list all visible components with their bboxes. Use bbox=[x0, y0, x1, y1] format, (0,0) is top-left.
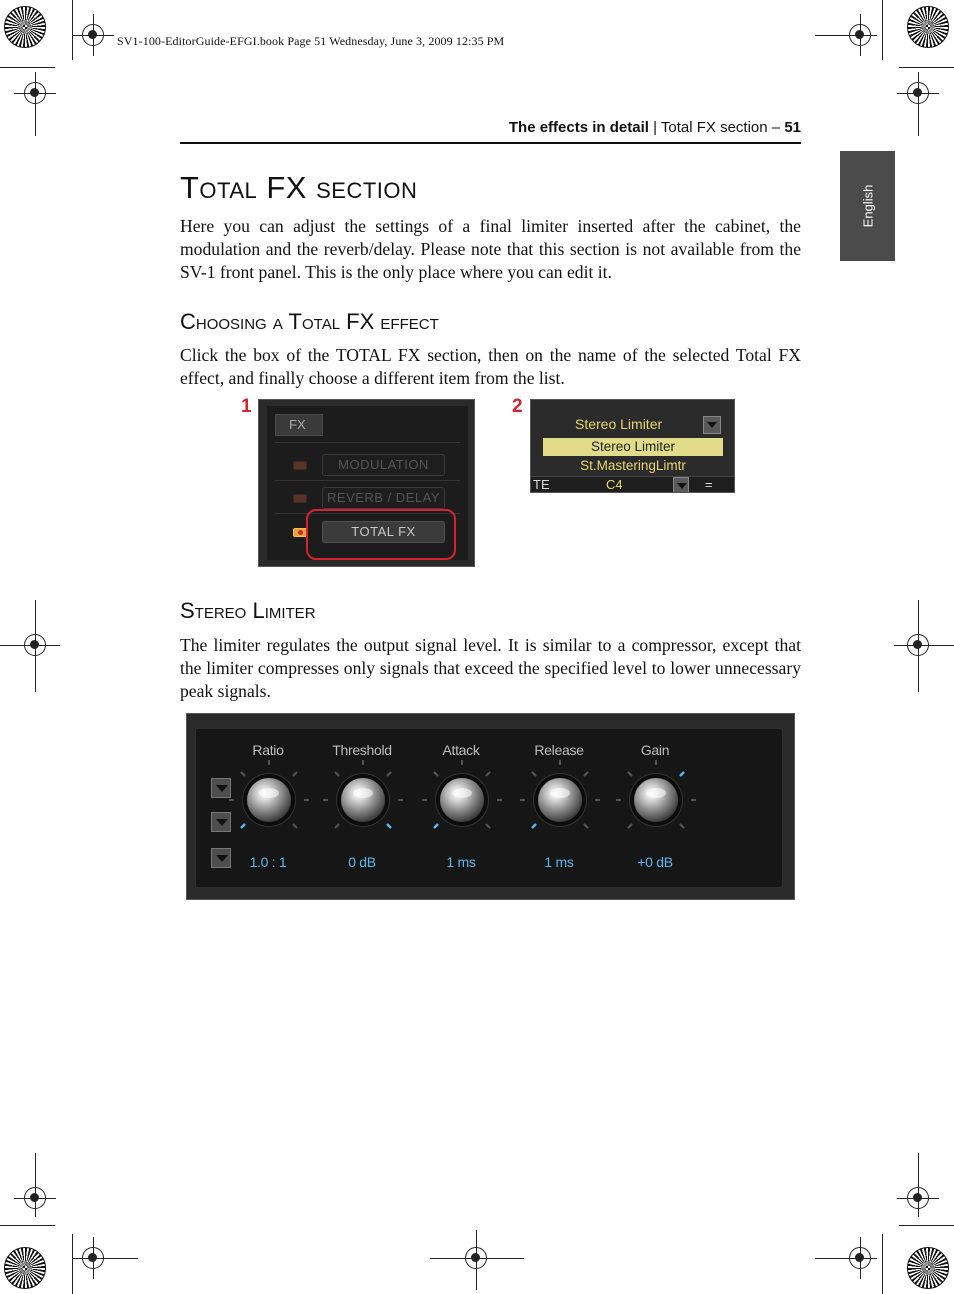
reverb-delay-button[interactable]: REVERB / DELAY bbox=[322, 487, 445, 509]
figure-number-2: 2 bbox=[512, 396, 523, 417]
registration-starburst-icon bbox=[4, 1247, 46, 1289]
knob-ratio[interactable] bbox=[219, 714, 317, 884]
print-slug: SV1-100-EditorGuide-EFGI.book Page 51 Wednesday, June 3, 2009 12:35 PM bbox=[117, 34, 505, 48]
bottom-right-symbol: = bbox=[705, 477, 713, 492]
selected-effect[interactable]: Stereo Limiter bbox=[575, 416, 663, 432]
header-separator: | bbox=[653, 119, 657, 136]
total-fx-button[interactable]: TOTAL FX bbox=[322, 521, 445, 543]
effect-menu-screenshot bbox=[530, 399, 735, 493]
choosing-heading: Choosing a Total FX effect bbox=[180, 309, 439, 334]
bottom-left-label: TE bbox=[533, 477, 550, 492]
knob-threshold[interactable] bbox=[313, 714, 411, 884]
intro-paragraph: Here you can adjust the settings of a final limiter inserted after the cabinet, the modulation and the reverb/delay. Please note that this section is not available from the SV-1 front panel. This is the only place where you can edit it. bbox=[180, 216, 801, 283]
bottom-value: C4 bbox=[606, 477, 623, 492]
modulation-button[interactable]: MODULATION bbox=[322, 454, 445, 476]
knob-value: 1.0 : 1 bbox=[249, 854, 287, 870]
modulation-led-icon[interactable] bbox=[293, 461, 307, 470]
knob-label: Release bbox=[534, 742, 584, 758]
knob-gain[interactable] bbox=[606, 714, 704, 884]
knob-value: 1 ms bbox=[544, 854, 574, 870]
bottom-bar bbox=[531, 476, 734, 493]
registration-starburst-icon bbox=[907, 1247, 949, 1289]
knob-dial[interactable] bbox=[440, 778, 484, 822]
total-fx-led-icon[interactable] bbox=[293, 528, 307, 537]
choosing-paragraph: Click the box of the TOTAL FX section, then on the name of the selected Total FX effect, and finally choose a different item from the list. bbox=[180, 345, 801, 389]
language-tab bbox=[840, 151, 895, 261]
knob-value: 1 ms bbox=[446, 854, 476, 870]
stereo-limiter-paragraph: The limiter regulates the output signal level. It is similar to a compressor, except that the limiter compresses only signals that exceed the specified level to lower unnecessary peak signals. bbox=[180, 635, 801, 702]
menu-option-stereo-limiter[interactable]: Stereo Limiter bbox=[543, 438, 723, 456]
knob-dial[interactable] bbox=[341, 778, 385, 822]
knob-dial[interactable] bbox=[247, 778, 291, 822]
fx-section-screenshot bbox=[258, 399, 475, 567]
header-chapter: The effects in detail bbox=[508, 119, 649, 136]
running-header bbox=[509, 119, 801, 136]
knob-label: Threshold bbox=[332, 742, 392, 758]
knob-label: Ratio bbox=[252, 742, 284, 758]
registration-starburst-icon bbox=[4, 6, 46, 48]
language-tab-label: English bbox=[860, 184, 875, 228]
header-rule bbox=[180, 142, 801, 144]
registration-starburst-icon bbox=[907, 6, 949, 48]
reverb-delay-led-icon[interactable] bbox=[293, 494, 307, 503]
limiter-panel-screenshot bbox=[186, 713, 795, 900]
knob-label: Gain bbox=[640, 742, 670, 758]
figure-number-1: 1 bbox=[241, 396, 252, 417]
knob-attack[interactable] bbox=[412, 714, 510, 884]
knob-value: +0 dB bbox=[637, 854, 673, 870]
fx-tab[interactable]: FX bbox=[275, 414, 323, 436]
knob-value: 0 dB bbox=[348, 854, 376, 870]
page-title: Total FX section bbox=[180, 170, 418, 205]
dropdown-arrow-icon[interactable] bbox=[703, 416, 721, 434]
knob-release[interactable] bbox=[510, 714, 608, 884]
knob-dial[interactable] bbox=[538, 778, 582, 822]
dropdown-arrow-icon[interactable] bbox=[673, 477, 689, 493]
knob-label: Attack bbox=[442, 742, 480, 758]
page-number: 51 bbox=[784, 119, 801, 136]
header-section: Total FX section bbox=[660, 119, 768, 136]
menu-option-mastering-limiter[interactable]: St.MasteringLimtr bbox=[543, 457, 723, 475]
stereo-limiter-heading: Stereo Limiter bbox=[180, 598, 316, 623]
total-fx-highlight-circle bbox=[306, 509, 456, 560]
header-dash: – bbox=[771, 119, 781, 136]
knob-dial[interactable] bbox=[634, 778, 678, 822]
